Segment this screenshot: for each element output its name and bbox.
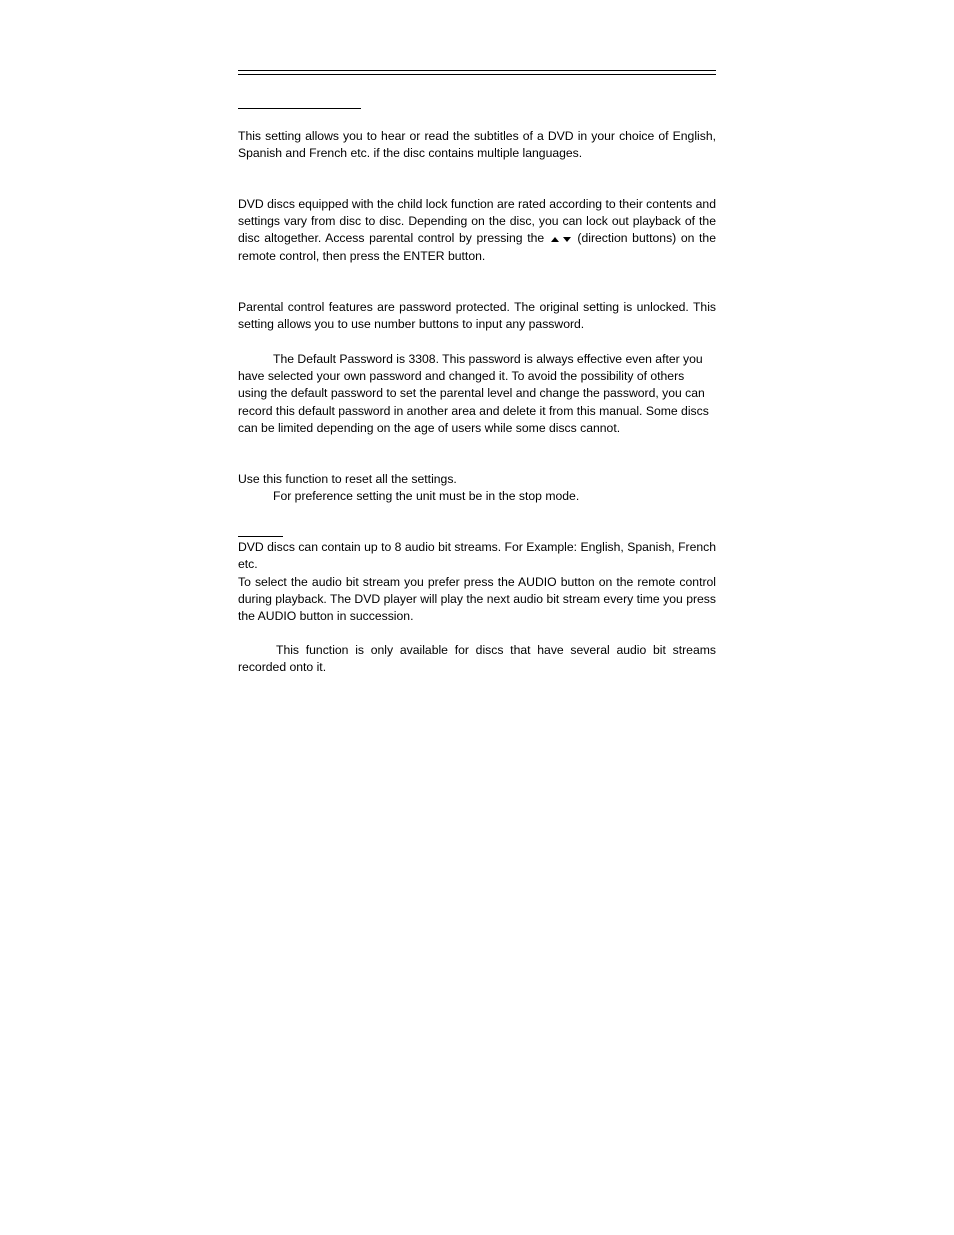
- audio-paragraph-1: DVD discs can contain up to 8 audio bit streams. For Example: English, Spanish, French etc.: [238, 540, 716, 572]
- audio-paragraph-2: To select the audio bit stream you prefer press the AUDIO button on the remote control during playback. The DVD player will play the next audio bit stream every time you press the AUDIO button in succession.: [238, 575, 716, 624]
- audio-note: This function is only available for discs that have several audio bit streams recorded onto it.: [238, 643, 716, 675]
- password-note: The Default Password is 3308. This password is always effective even after you have selected your own password and changed it. To avoid the possibility of others using the default password to set the parental level and change the password, you can record this default password in another area and delete it from this manual. Some discs can be limited depending on the age of users while some discs cannot.: [238, 352, 709, 435]
- audio-heading-rule: [238, 536, 283, 537]
- subtitle-heading-rule: [238, 108, 361, 109]
- default-note: For preference setting the unit must be in the stop mode.: [273, 489, 580, 503]
- header-rule: [238, 70, 716, 71]
- subtitle-paragraph: This setting allows you to hear or read the subtitles of a DVD in your choice of English, Spanish and French etc. if the disc contains multiple languages.: [238, 129, 716, 161]
- down-arrow-icon: [563, 237, 571, 242]
- up-arrow-icon: [551, 237, 559, 242]
- default-paragraph: Use this function to reset all the settings.: [238, 472, 457, 486]
- parental-text-b: (direction buttons) on the remote control, then press the ENTER button.: [238, 231, 716, 263]
- header-rule-secondary: [238, 74, 716, 75]
- parental-paragraph: [238, 196, 716, 265]
- parental-text-a: DVD discs equipped with the child lock function are rated according to their contents and settings vary from disc to disc. Depending on the disc, you can lock out playback of the disc altogether. Access parental control by pressing the: [238, 197, 716, 246]
- password-paragraph: Parental control features are password protected. The original setting is unlocked. This setting allows you to use number buttons to input any password.: [238, 300, 716, 332]
